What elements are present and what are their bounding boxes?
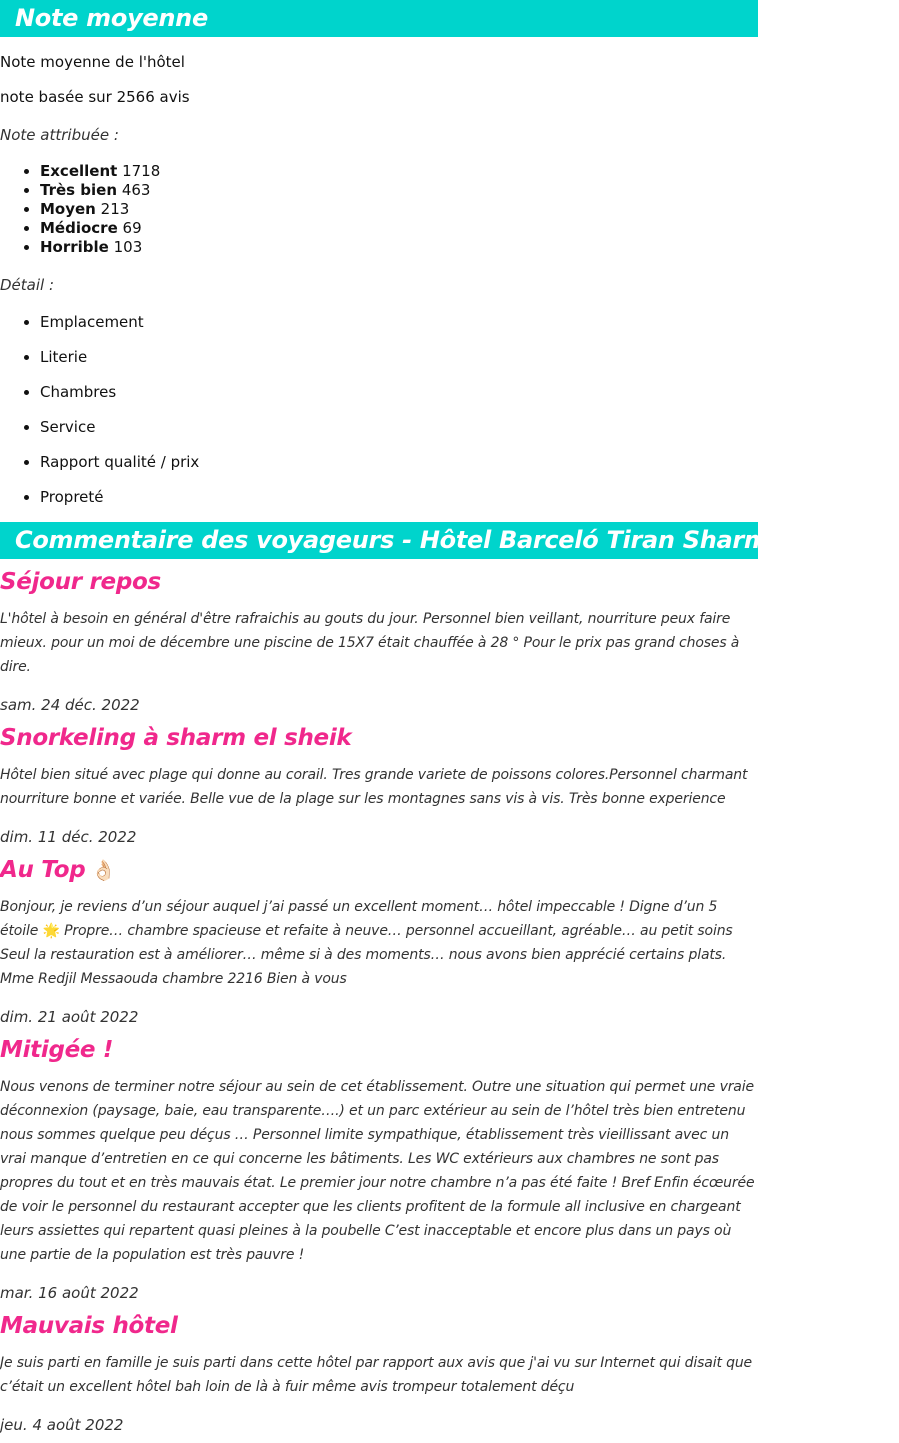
rating-label: Médiocre [40, 219, 118, 237]
review-body-text: Propre… chambre spacieuse et refaite à neuve… personnel accueillant, agréable… au petit soins Seul la restauration est à améliorer… même si à des moments… nous avons bien apprécié certains plats. Mme Redjil Messaouda chambre 2216 Bien à vous [0, 923, 733, 987]
review-title [0, 855, 758, 885]
rating-item-tres-bien [40, 181, 758, 200]
rating-count: 103 [113, 238, 143, 256]
rating-item-horrible [40, 238, 758, 257]
review-body: Nous venons de terminer notre séjour au sein de cet établissement. Outre une situation qui permet une vraie déconnexion (paysage, baie, eau transparente….) et un parc extérieur au sein de l’hôtel très bien entretenu nous sommes quelque peu déçus … Personnel limite sympathique, établissement très vieillissant avec un vrai manque d’entretien en ce qui concerne les bâtiments. Les WC extérieurs aux chambres ne sont pas propres du tout et en très mauvais état. Le premier jour notre chambre n’a pas été faite ! Bref Enfin écœurée de voir le personnel du restaurant accepter que les clients profitent de la formule all inclusive en chargeant leurs assiettes qui repartent quasi pleines à la poubelle C’est inacceptable et encore plus dans un pays où une partie de la population est très pauvre ! [0, 1079, 755, 1263]
reviews-section-title: Commentaire des voyageurs - Hôtel Barceló Tiran Sharm Resort 5* [0, 522, 758, 559]
review-date: dim. 11 déc. 2022 [0, 828, 137, 846]
review-date: sam. 24 déc. 2022 [0, 696, 140, 714]
detail-item-proprete: • Propreté [40, 487, 758, 507]
rating-count: 213 [100, 200, 130, 218]
detail-item-service: • Service [40, 417, 758, 437]
rating-label: Moyen [40, 200, 96, 218]
rating-label: Très bien [40, 181, 118, 199]
rating-label: Horrible [40, 238, 109, 256]
review-body: L'hôtel à besoin en général d'être rafraichis au gouts du jour. Personnel bien veillant, nourriture peux faire mieux. pour un moi de décembre une piscine de 15X7 était chauffée à 28 ° Pour le prix pas grand choses à dire. [0, 611, 740, 675]
reviews-section [0, 522, 899, 1435]
detail-label: Détail : [0, 276, 55, 294]
review-body: Hôtel bien situé avec plage qui donne au corail. Tres grande variete de poissons colores.Personnel charmant nourriture bonne et variée. Belle vue de la plage sur les montagnes sans vis à vis. Très bonne experience [0, 767, 748, 807]
hotel-average-label: Note moyenne de l'hôtel [0, 53, 185, 71]
rating-section-title: Note moyenne [0, 0, 758, 37]
rating-item-excellent [40, 162, 758, 181]
ok-hand-icon: 👌🏻 [91, 858, 116, 882]
review-item [0, 723, 758, 847]
rating-section [0, 0, 758, 507]
review-count-note: note basée sur 2566 avis [0, 88, 190, 106]
rating-item-mediocre [40, 219, 758, 238]
review-body [0, 895, 758, 991]
rating-label: Excellent [40, 162, 118, 180]
review-title: Mauvais hôtel [0, 1313, 178, 1339]
star-icon: 🌟 [42, 923, 60, 939]
review-item [0, 1311, 758, 1435]
review-date: jeu. 4 août 2022 [0, 1416, 124, 1434]
review-item [0, 1035, 758, 1303]
detail-criteria-list [0, 312, 758, 507]
detail-item-rapport-qualite-prix: • Rapport qualité / prix [40, 452, 758, 472]
rating-breakdown-list [0, 162, 758, 257]
detail-item-emplacement: • Emplacement [40, 312, 758, 332]
review-title-text: Au Top [0, 857, 86, 883]
review-title: Snorkeling à sharm el sheik [0, 725, 352, 751]
rating-count: 69 [122, 219, 142, 237]
detail-item-literie: • Literie [40, 347, 758, 367]
rating-count: 463 [121, 181, 151, 199]
rating-item-moyen [40, 200, 758, 219]
attributed-rating-label: Note attribuée : [0, 126, 119, 144]
detail-item-chambres: • Chambres [40, 382, 758, 402]
review-title: Séjour repos [0, 569, 161, 595]
review-body-text: Bonjour, je reviens d’un séjour auquel j’ai passé un excellent moment… hôtel impeccable ! Digne d’un 5 étoile [0, 899, 718, 939]
review-title: Mitigée ! [0, 1037, 114, 1063]
rating-count: 1718 [122, 162, 161, 180]
review-date: dim. 21 août 2022 [0, 1008, 139, 1026]
review-item [0, 567, 758, 715]
review-date: mar. 16 août 2022 [0, 1284, 139, 1302]
review-body: Je suis parti en famille je suis parti dans cette hôtel par rapport aux avis que j'ai vu sur Internet qui disait que c’était un excellent hôtel bah loin de là à fuir même avis trompeur totalement déçu [0, 1355, 753, 1395]
review-item [0, 855, 758, 1027]
